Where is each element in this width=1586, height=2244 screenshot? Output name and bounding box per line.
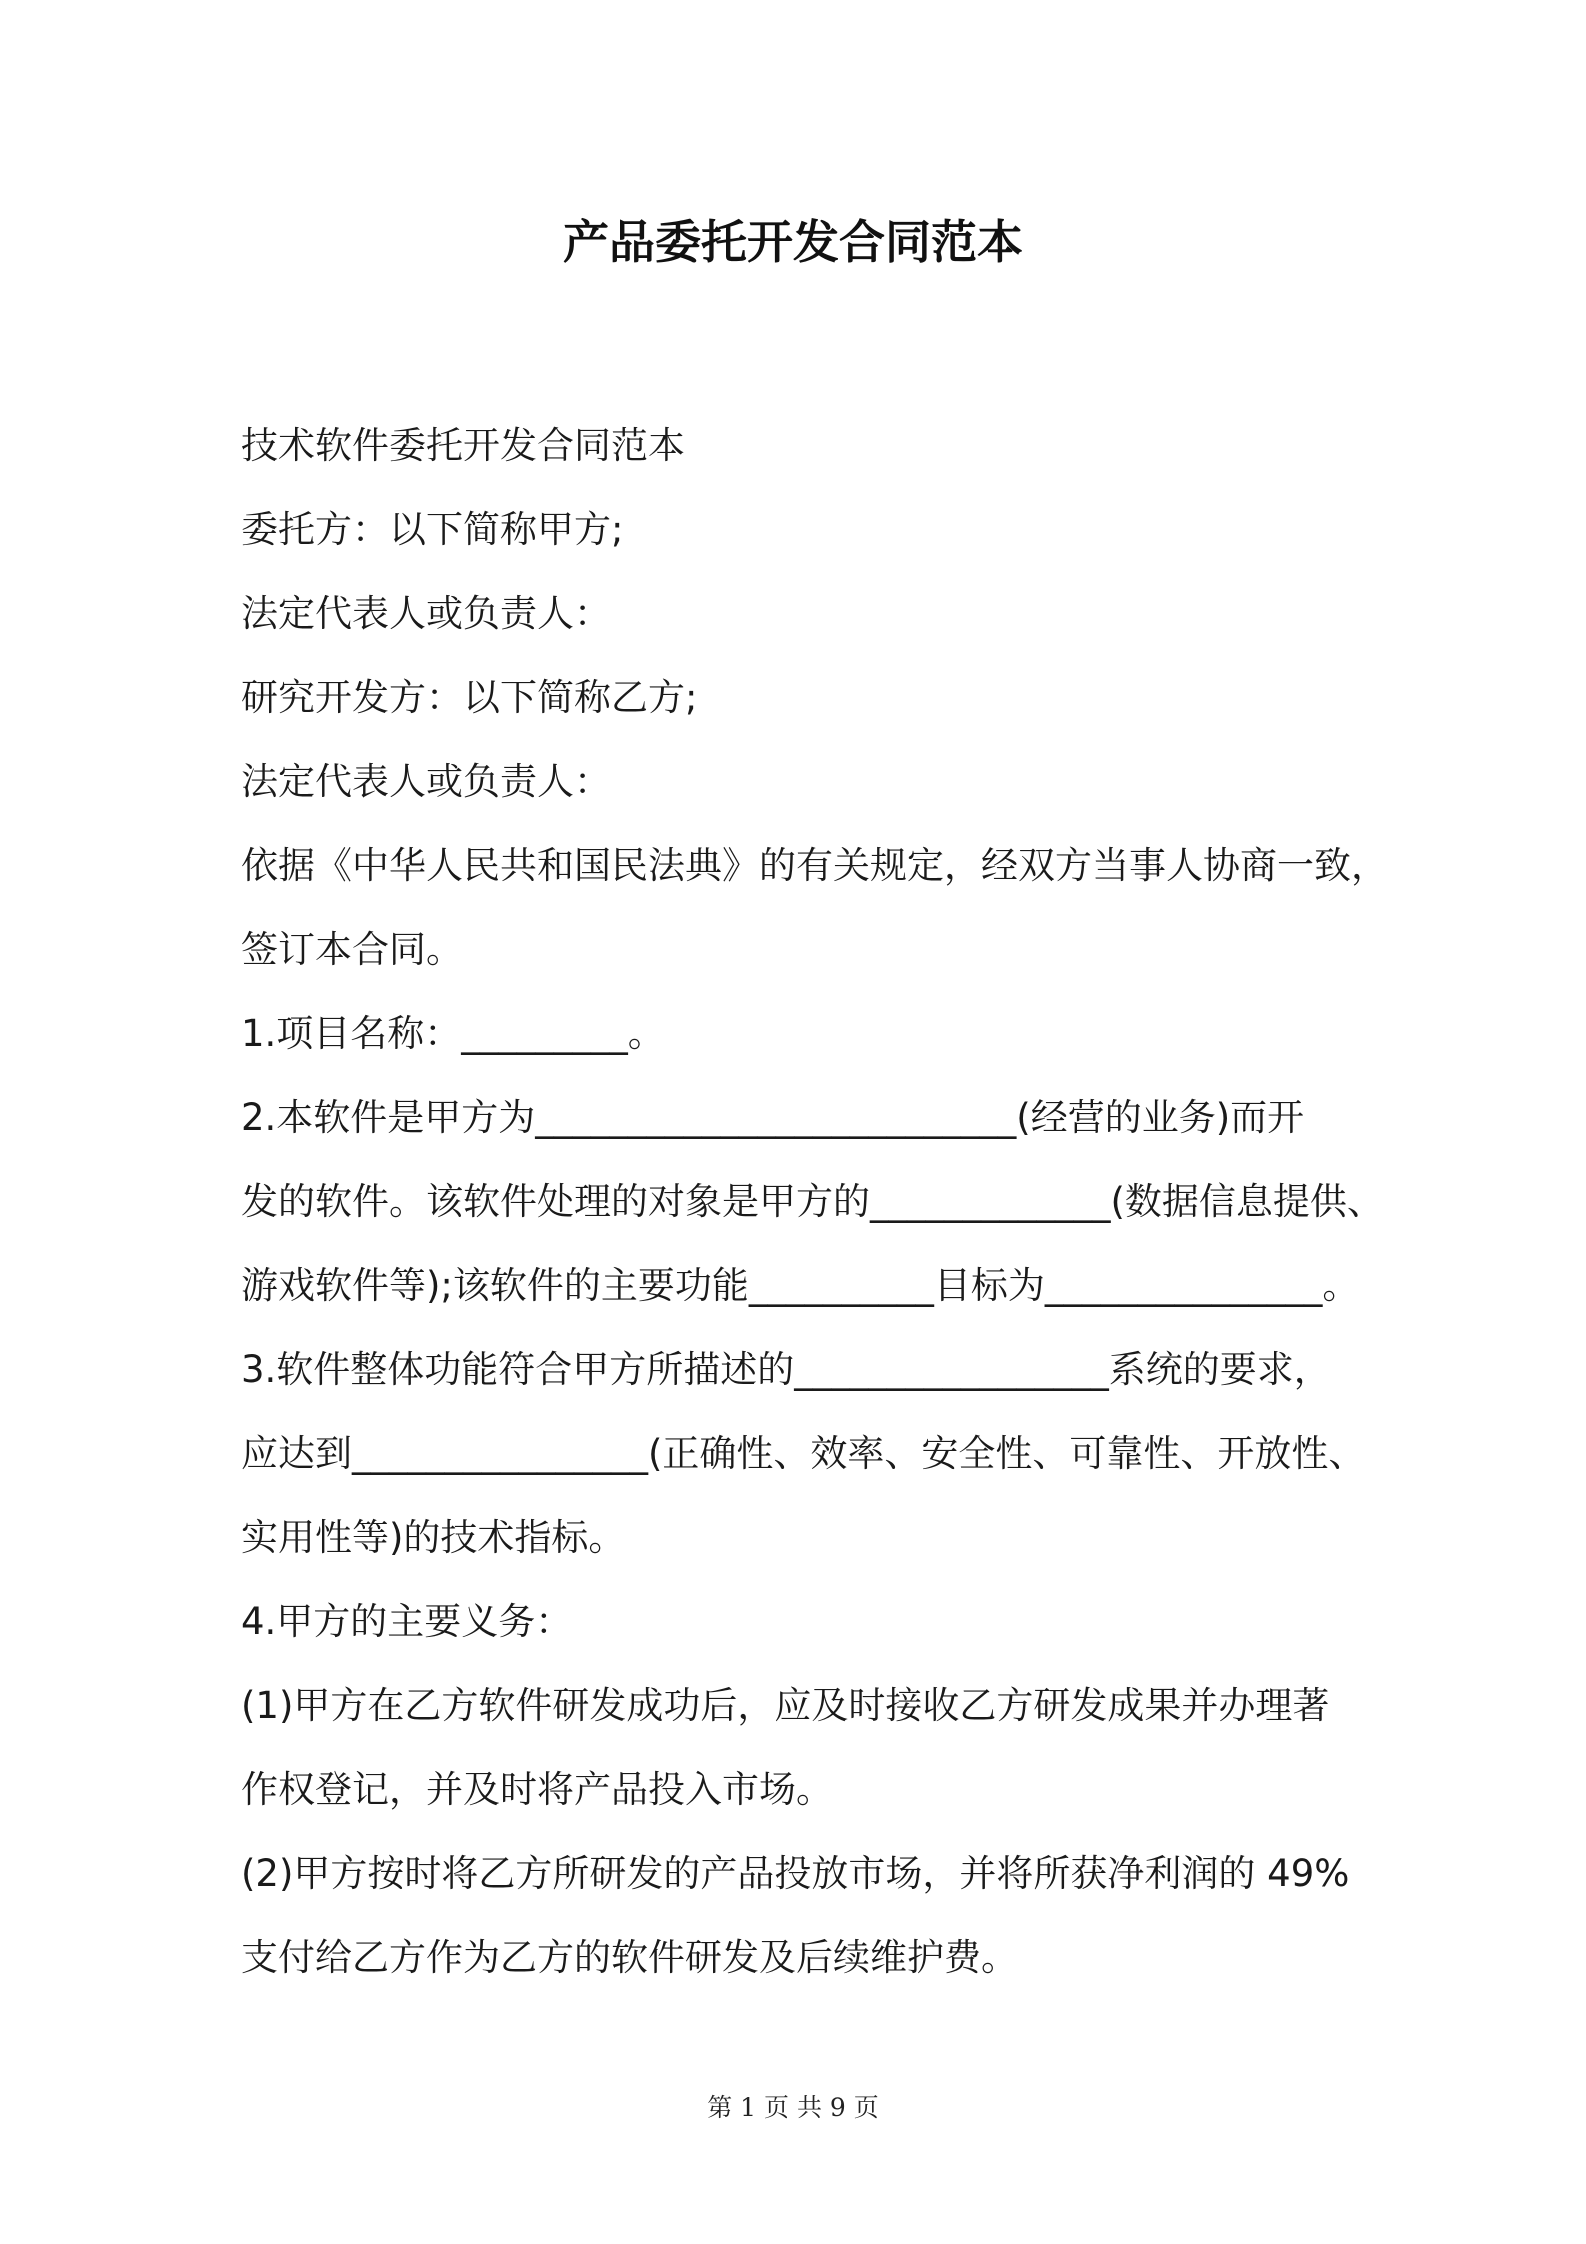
body-line: 作权登记，并及时将产品投入市场。 [241,1768,833,1811]
body-line: 1.项目名称：_________。 [241,1012,665,1055]
body-line: 实用性等)的技术指标。 [241,1516,626,1559]
body-line: 依据《中华人民共和国民法典》的有关规定，经双方当事人协商一致， [241,844,1388,887]
body-line: 签订本合同。 [241,928,463,971]
body-line: 研究开发方：以下简称乙方; [241,676,698,719]
body-line: 委托方：以下简称甲方; [241,508,624,551]
body-line: 2.本软件是甲方为__________________________(经营的业务)而开 [241,1096,1305,1139]
body-line: 4.甲方的主要义务： [241,1600,573,1643]
body-line: 应达到________________(正确性、效率、安全性、可靠性、开放性、 [241,1432,1366,1475]
body-line: 法定代表人或负责人： [241,592,611,635]
body-line: 技术软件委托开发合同范本 [241,424,685,467]
page-footer: 第 1 页 共 9 页 [707,2093,879,2122]
body-line: 支付给乙方作为乙方的软件研发及后续维护费。 [241,1936,1018,1979]
body-line: (1)甲方在乙方软件研发成功后，应及时接收乙方研发成果并办理著 [241,1684,1330,1727]
body-line: 游戏软件等);该软件的主要功能__________目标为_______________。 [241,1264,1360,1307]
body-line: 发的软件。该软件处理的对象是甲方的_____________(数据信息提供、 [241,1180,1384,1223]
body-line: 3.软件整体功能符合甲方所描述的_________________系统的要求， [241,1348,1331,1391]
body-line: 法定代表人或负责人： [241,760,611,803]
body-line: (2)甲方按时将乙方所研发的产品投放市场，并将所获净利润的 49% [241,1852,1350,1895]
document-body [241,404,1388,2000]
document-title: 产品委托开发合同范本 [563,215,1023,269]
